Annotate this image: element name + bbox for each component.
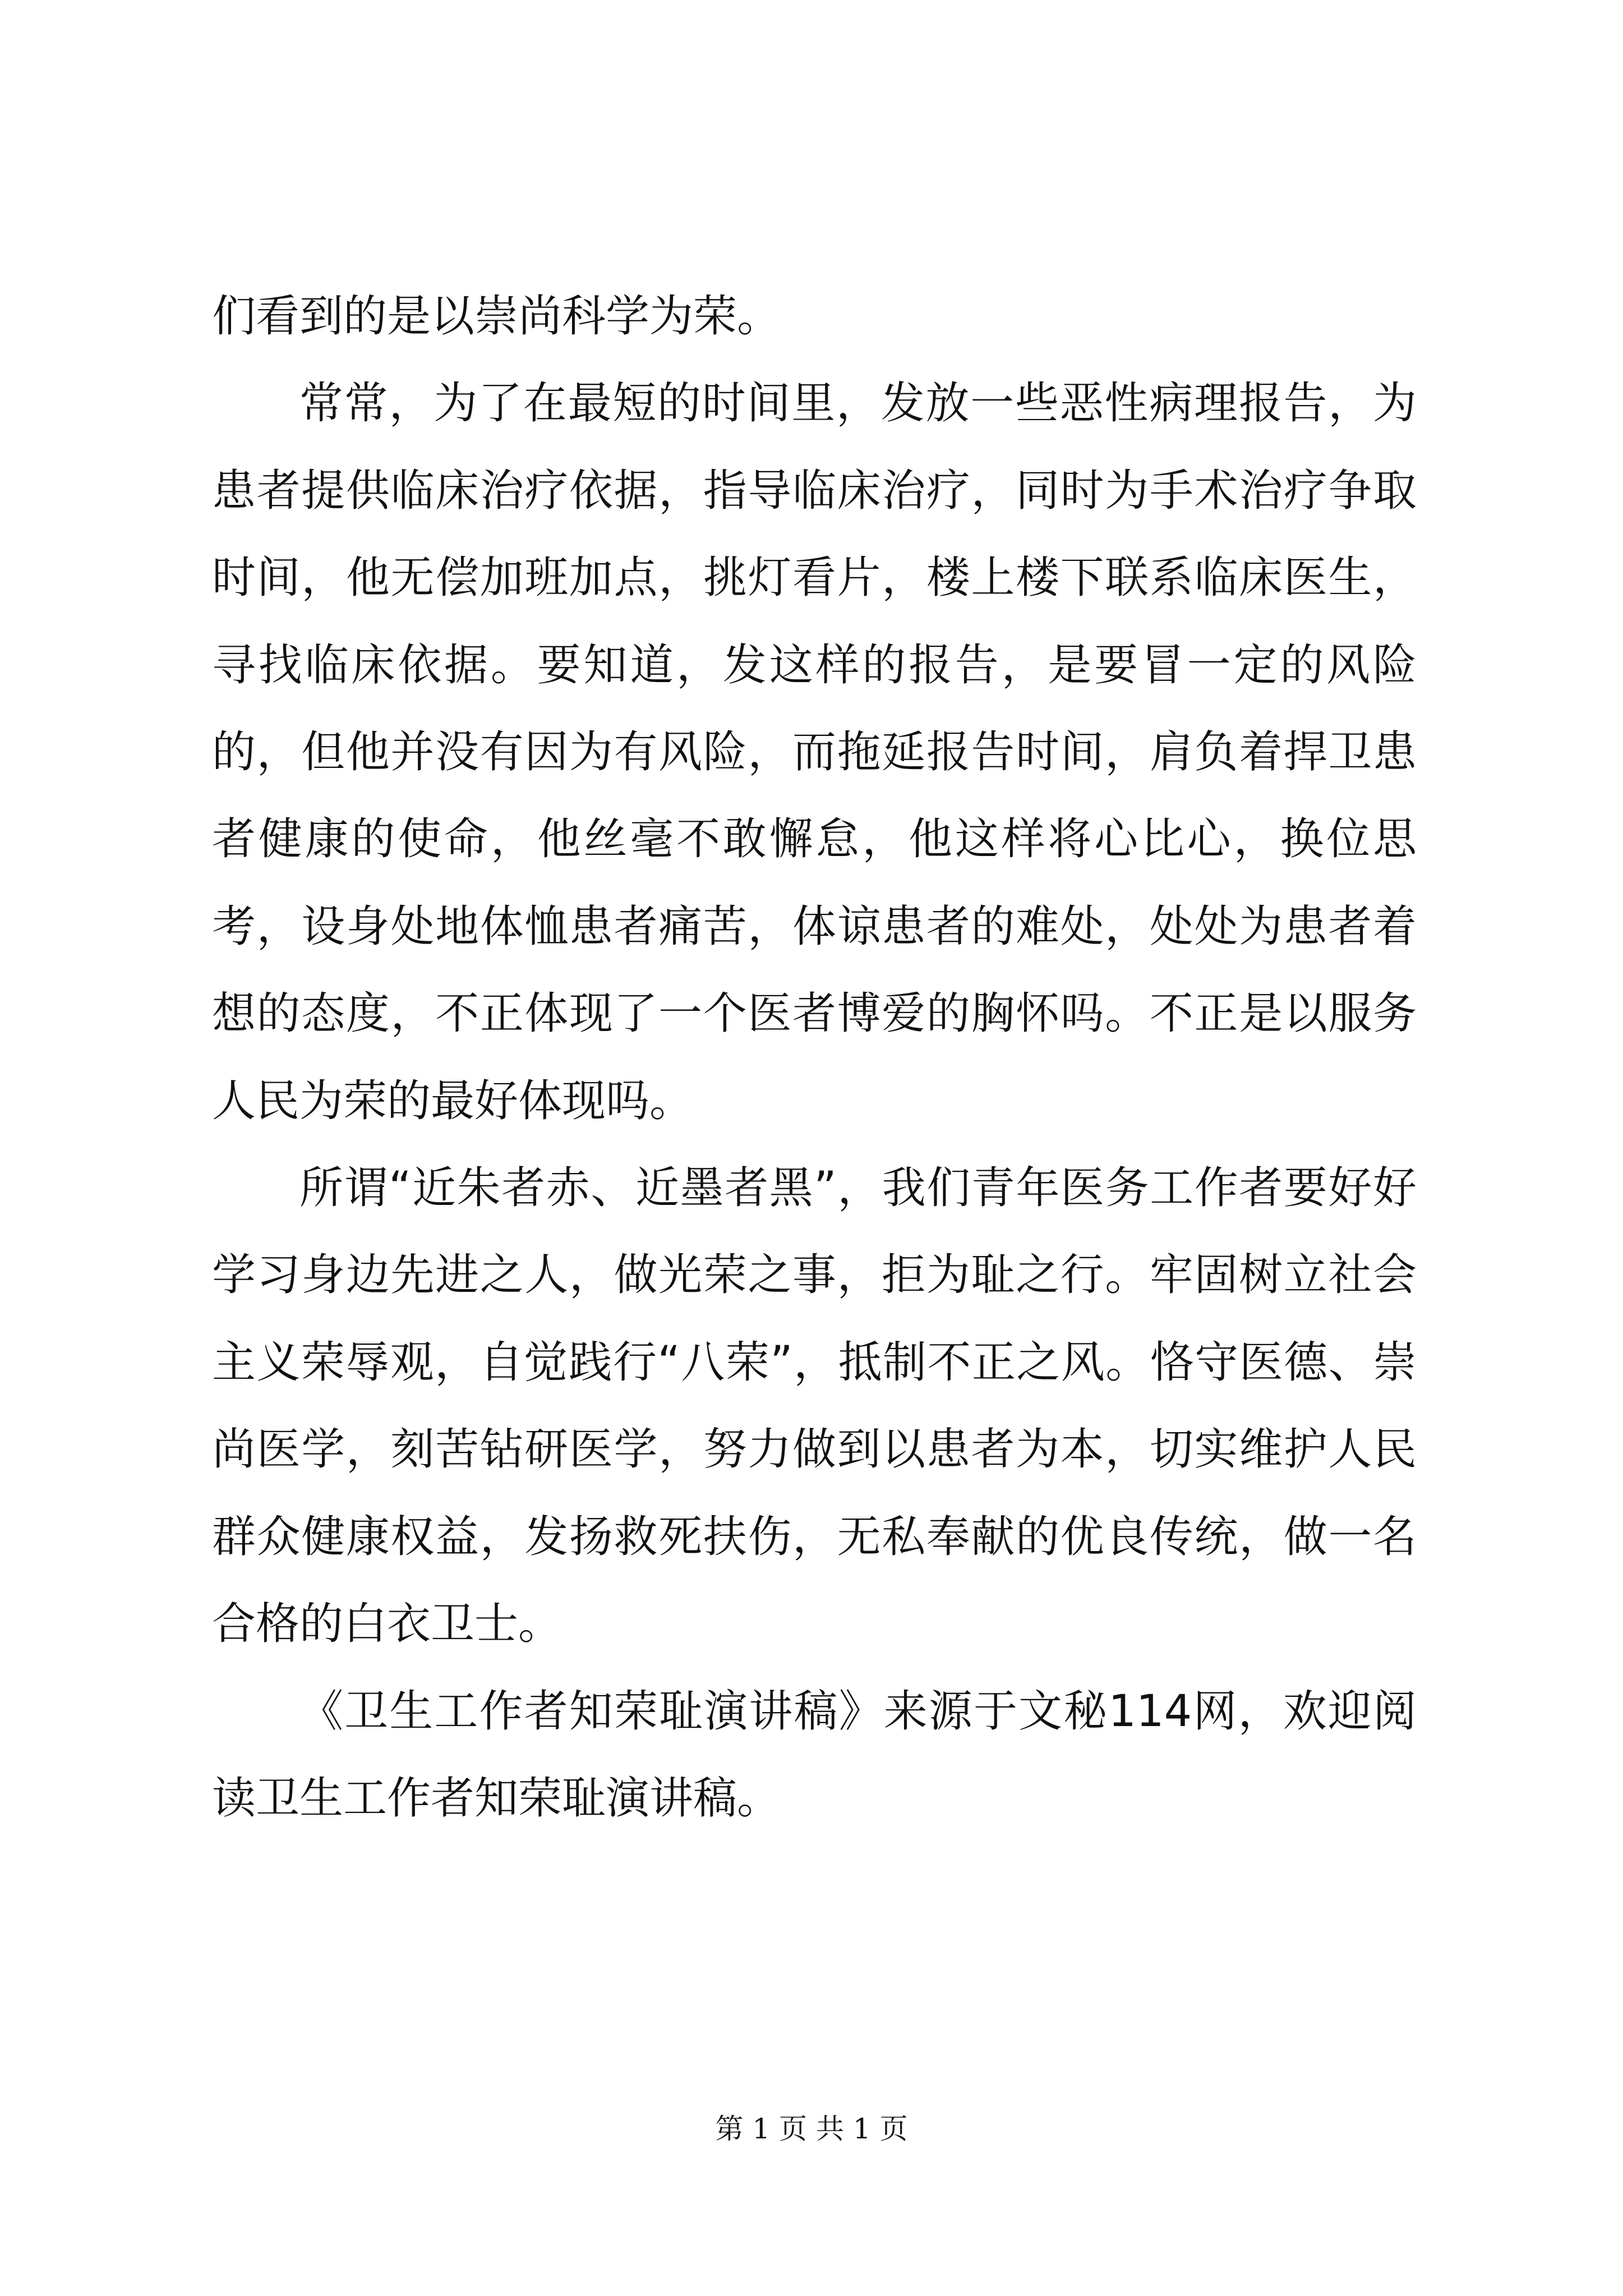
document-body [212, 273, 1417, 1842]
paragraph-overtime-reports: 常常，为了在最短的时间里，发放一些恶性病理报告，为患者提供临床治疗依据，指导临床治疗，同时为手术治疗争取时间，他无偿加班加点，挑灯看片，楼上楼下联系临床医生，寻找临床依据。要知道，发这样的报告，是要冒一定的风险的，但他并没有因为有风险，而拖延报告时间，肩负着捍卫患者健康的使命，他丝毫不敢懈怠，他这样将心比心，换位思考，设身处地体恤患者痛苦，体谅患者的难处，处处为患者着想的态度，不正体现了一个医者博爱的胸怀吗。不正是以服务人民为荣的最好体现吗。 [212, 378, 1417, 1126]
paragraph-young-medical-workers: 所谓“近朱者赤、近墨者黑”，我们青年医务工作者要好好学习身边先进之人，做光荣之事，拒为耻之行。牢固树立社会主义荣辱观，自觉践行“八荣”，抵制不正之风。恪守医德、崇尚医学，刻苦钻研医学，努力做到以患者为本，切实维护人民群众健康权益，发扬救死扶伤，无私奉献的优良传统，做一名合格的白衣卫士。 [212, 1163, 1417, 1650]
paragraph-continuation: 们看到的是以崇尚科学为荣。 [212, 291, 781, 342]
paragraph-source-note: 《卫生工作者知荣耻演讲稿》来源于文秘114网，欢迎阅读卫生工作者知荣耻演讲稿。 [212, 1686, 1417, 1824]
page-number-footer: 第 1 页 共 1 页 [715, 2113, 908, 2145]
